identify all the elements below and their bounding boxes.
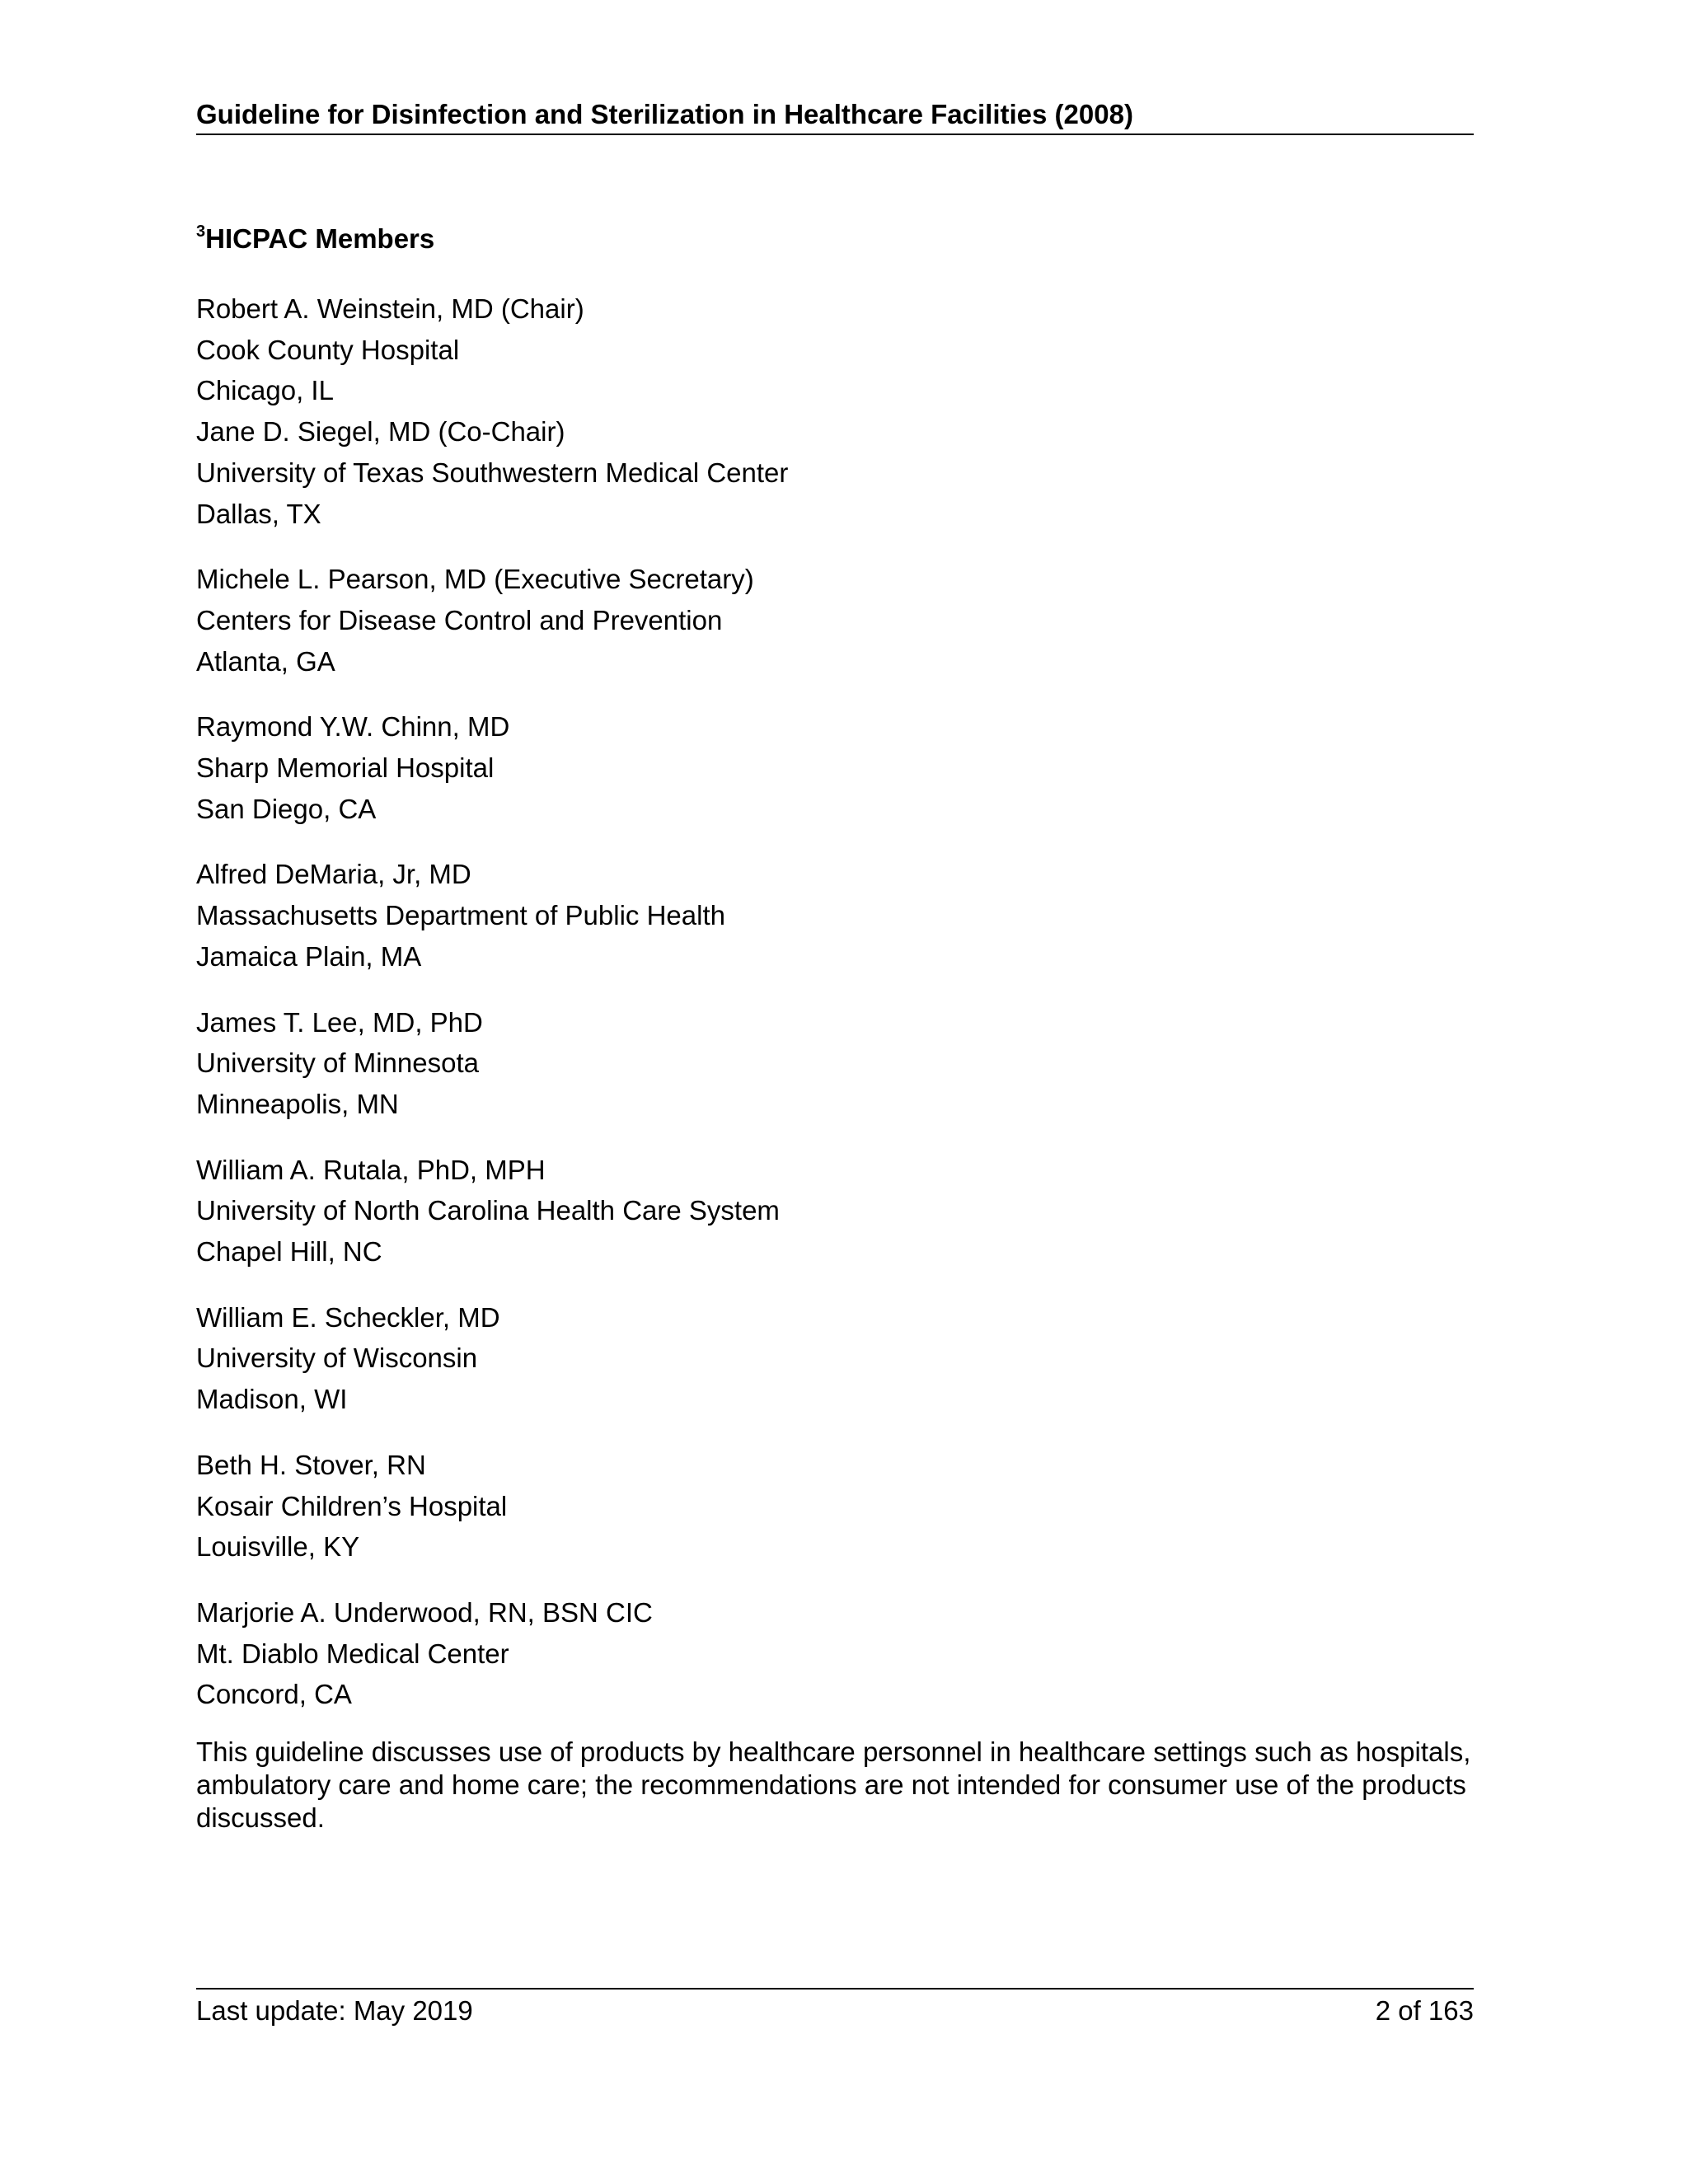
member-entry (196, 854, 1474, 977)
disclaimer-paragraph: This guideline discusses use of products by healthcare personnel in healthcare settings such as hospitals, ambulatory care and home care; the recommendations are not intended for consumer use of the products discussed. (196, 1736, 1471, 1833)
member-line: Chapel Hill, NC (196, 1236, 382, 1268)
member-line: Jamaica Plain, MA (196, 940, 422, 972)
member-line: Sharp Memorial Hospital (196, 752, 495, 784)
member-line: James T. Lee, MD, PhD (196, 1006, 483, 1038)
member-line: Michele L. Pearson, MD (Executive Secretary) (196, 564, 754, 595)
member-line: Minneapolis, MN (196, 1088, 399, 1119)
member-line: University of North Carolina Health Care System (196, 1195, 780, 1226)
page-footer (196, 1988, 1474, 2027)
member-list (196, 288, 1474, 1740)
member-line: Jane D. Siegel, MD (Co-Chair) (196, 416, 565, 448)
member-entry (196, 1150, 1474, 1272)
member-line: Concord, CA (196, 1679, 352, 1710)
member-line: Massachusetts Department of Public Health (196, 900, 725, 931)
member-line: William A. Rutala, PhD, MPH (196, 1154, 546, 1185)
member-line: Kosair Children’s Hospital (196, 1490, 508, 1521)
member-entry (196, 1002, 1474, 1125)
member-line: Louisville, KY (196, 1531, 360, 1563)
member-line: Mt. Diablo Medical Center (196, 1638, 509, 1669)
footnote-marker: 3 (196, 223, 206, 241)
running-header (196, 99, 1474, 135)
member-line: Dallas, TX (196, 498, 321, 529)
member-line: Centers for Disease Control and Prevention (196, 604, 723, 635)
member-line: University of Wisconsin (196, 1343, 478, 1374)
member-line: University of Minnesota (196, 1047, 479, 1079)
member-line: William E. Scheckler, MD (196, 1301, 500, 1333)
member-line: San Diego, CA (196, 793, 377, 824)
document-title: Guideline for Disinfection and Sterilization in Healthcare Facilities (2008) (196, 99, 1133, 129)
member-line: Beth H. Stover, RN (196, 1449, 426, 1480)
member-line: Marjorie A. Underwood, RN, BSN CIC (196, 1596, 653, 1628)
section-title-text: HICPAC Members (205, 223, 435, 254)
member-line: Robert A. Weinstein, MD (Chair) (196, 293, 584, 324)
member-line: Atlanta, GA (196, 645, 335, 677)
page-number: 2 of 163 (1375, 1995, 1474, 2026)
member-line: Raymond Y.W. Chinn, MD (196, 711, 510, 743)
last-update-text: Last update: May 2019 (196, 1995, 473, 2026)
member-line: Chicago, IL (196, 375, 334, 406)
member-entry (196, 559, 1474, 682)
member-line: Cook County Hospital (196, 334, 460, 365)
member-line: University of Texas Southwestern Medical Center (196, 457, 789, 488)
member-entry (196, 288, 1474, 534)
member-entry (196, 706, 1474, 829)
member-line: Madison, WI (196, 1384, 348, 1415)
section-heading (196, 223, 434, 255)
member-entry (196, 1297, 1474, 1420)
member-entry (196, 1445, 1474, 1568)
member-entry (196, 1592, 1474, 1715)
member-line: Alfred DeMaria, Jr, MD (196, 859, 471, 890)
